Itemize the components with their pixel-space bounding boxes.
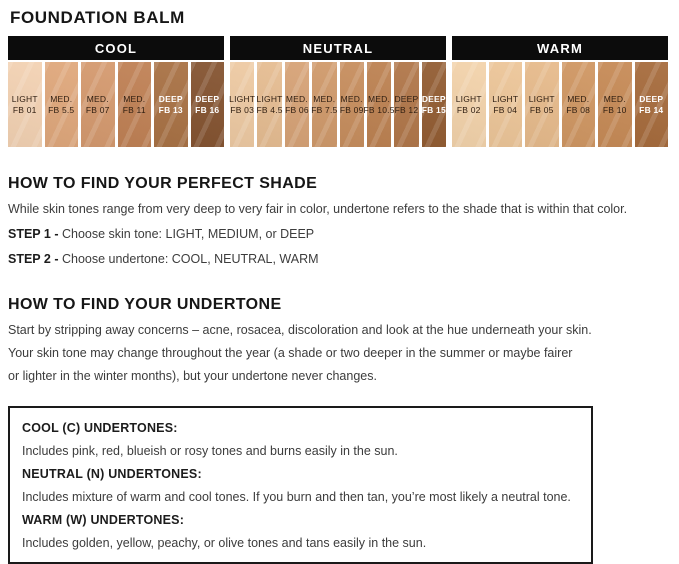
swatch-tone-label: MED. — [123, 94, 146, 104]
swatch-tone-label: LIGHT — [492, 94, 519, 104]
swatch-shade-label: FB 13 — [158, 104, 183, 115]
shade-swatch-fb-08 — [562, 62, 596, 147]
box-entry-heading-1: COOL (C) UNDERTONES: — [22, 421, 178, 435]
swatch-shade-label: FB 02 — [456, 104, 481, 115]
shade-swatch-fb-7.5 — [312, 62, 336, 147]
swatch-tone-label: MED. — [368, 94, 391, 104]
swatch-shade-label: FB 5.5 — [48, 104, 75, 115]
swatch-tone-label: MED. — [285, 94, 308, 104]
perfect-shade-heading: HOW TO FIND YOUR PERFECT SHADE — [8, 175, 318, 192]
swatch-tone-label: MED. — [603, 94, 626, 104]
shade-swatch-fb-13 — [154, 62, 188, 147]
step-line-2 — [8, 252, 668, 267]
box-entry-text-2: Includes mixture of warm and cool tones. If you burn and then tan, you’re most likely a neutral tone. — [22, 490, 571, 504]
swatch-shade-label: FB 09 — [339, 104, 364, 115]
step-label-1: STEP 1 - — [8, 227, 62, 241]
shade-swatch-fb-01 — [8, 62, 42, 147]
swatch-tone-label: LIGHT — [229, 94, 256, 104]
swatch-tone-label: MED. — [340, 94, 363, 104]
swatch-tone-label: MED. — [86, 94, 109, 104]
box-entry-heading-3: WARM (W) UNDERTONES: — [22, 513, 185, 527]
shade-swatch-fb-07 — [81, 62, 115, 147]
undertone-line-3: or lighter in the winter months), but your undertone never changes. — [8, 369, 377, 383]
shade-swatch-fb-12 — [394, 62, 418, 147]
group-header-neutral: NEUTRAL — [230, 36, 446, 60]
perfect-shade-intro: While skin tones range from very deep to very fair in color, undertone refers to the shade that is within that color. — [8, 202, 628, 216]
step-label-2: STEP 2 - — [8, 252, 62, 266]
box-entry-text-3: Includes golden, yellow, peachy, or olive tones and tans easily in the sun. — [22, 536, 427, 550]
swatch-tone-label: DEEP — [394, 94, 419, 104]
shade-swatch-fb-15 — [422, 62, 446, 147]
swatch-tone-label: MED. — [567, 94, 590, 104]
swatch-shade-label: FB 10 — [602, 104, 627, 115]
swatch-shade-label: FB 04 — [493, 104, 518, 115]
swatch-strip-cool — [8, 62, 224, 147]
swatch-tone-label: MED. — [313, 94, 336, 104]
undertone-section — [8, 296, 668, 383]
swatch-shade-label: FB 4.5 — [256, 104, 283, 115]
step-text-1: Choose skin tone: LIGHT, MEDIUM, or DEEP — [61, 227, 315, 241]
swatch-shade-label: FB 15 — [421, 104, 446, 115]
swatch-tone-label: LIGHT — [11, 94, 38, 104]
group-header-cool: COOL — [8, 36, 224, 60]
product-title: FOUNDATION BALM — [10, 8, 185, 27]
swatch-shade-label: FB 06 — [285, 104, 309, 115]
swatch-shade-label: FB 05 — [529, 104, 554, 115]
swatch-shade-label: FB 7.5 — [311, 104, 338, 115]
swatch-shade-label: FB 14 — [639, 104, 664, 115]
undertone-heading: HOW TO FIND YOUR UNDERTONE — [8, 296, 282, 313]
shade-group-warm — [452, 36, 668, 147]
shade-group-cool — [8, 36, 224, 147]
swatch-shade-label: FB 08 — [566, 104, 591, 115]
swatch-shade-label: FB 10.5 — [363, 104, 395, 115]
shade-swatch-fb-16 — [191, 62, 225, 147]
shade-swatch-fb-10 — [598, 62, 632, 147]
undertone-line-2: Your skin tone may change throughout the year (a shade or two deeper in the summer or maybe fairer — [8, 346, 573, 360]
swatch-tone-label: LIGHT — [455, 94, 482, 104]
step-text-2: Choose undertone: COOL, NEUTRAL, WARM — [61, 252, 319, 266]
shade-steps — [8, 227, 668, 267]
shade-swatch-fb-05 — [525, 62, 559, 147]
shade-swatch-fb-04 — [489, 62, 523, 147]
swatch-shade-label: FB 01 — [12, 104, 37, 115]
undertone-paragraph — [8, 323, 668, 383]
swatch-shade-label: FB 11 — [122, 104, 146, 115]
swatch-shade-label: FB 03 — [230, 104, 255, 115]
swatch-tone-label: DEEP — [195, 94, 220, 104]
box-entry-text-1: Includes pink, red, blueish or rosy tones and burns easily in the sun. — [22, 444, 398, 458]
swatch-strip-neutral — [230, 62, 446, 147]
box-entry-heading-2: NEUTRAL (N) UNDERTONES: — [22, 467, 202, 481]
undertones-info-box — [8, 406, 593, 564]
swatch-shade-label: FB 12 — [394, 104, 419, 115]
shade-group-neutral — [230, 36, 446, 147]
swatch-strip-warm — [452, 62, 668, 147]
shade-swatch-fb-06 — [285, 62, 309, 147]
swatch-tone-label: LIGHT — [256, 94, 283, 104]
shade-chart — [8, 36, 668, 147]
swatch-shade-label: FB 07 — [85, 104, 110, 115]
swatch-tone-label: MED. — [50, 94, 73, 104]
shade-swatch-fb-02 — [452, 62, 486, 147]
shade-swatch-fb-03 — [230, 62, 254, 147]
perfect-shade-section — [8, 175, 668, 267]
swatch-tone-label: LIGHT — [528, 94, 555, 104]
swatch-tone-label: DEEP — [421, 94, 446, 104]
undertone-line-1: Start by stripping away concerns – acne, rosacea, discoloration and look at the hue underneath your skin. — [8, 323, 592, 337]
swatch-tone-label: DEEP — [639, 94, 664, 104]
swatch-shade-label: FB 16 — [195, 104, 220, 115]
step-line-1 — [8, 227, 668, 242]
shade-swatch-fb-10.5 — [363, 62, 395, 147]
shade-swatch-fb-14 — [635, 62, 669, 147]
group-header-warm: WARM — [452, 36, 668, 60]
shade-swatch-fb-09 — [340, 62, 364, 147]
shade-swatch-fb-5.5 — [45, 62, 79, 147]
shade-swatch-fb-4.5 — [257, 62, 281, 147]
shade-swatch-fb-11 — [118, 62, 152, 147]
swatch-tone-label: DEEP — [158, 94, 183, 104]
